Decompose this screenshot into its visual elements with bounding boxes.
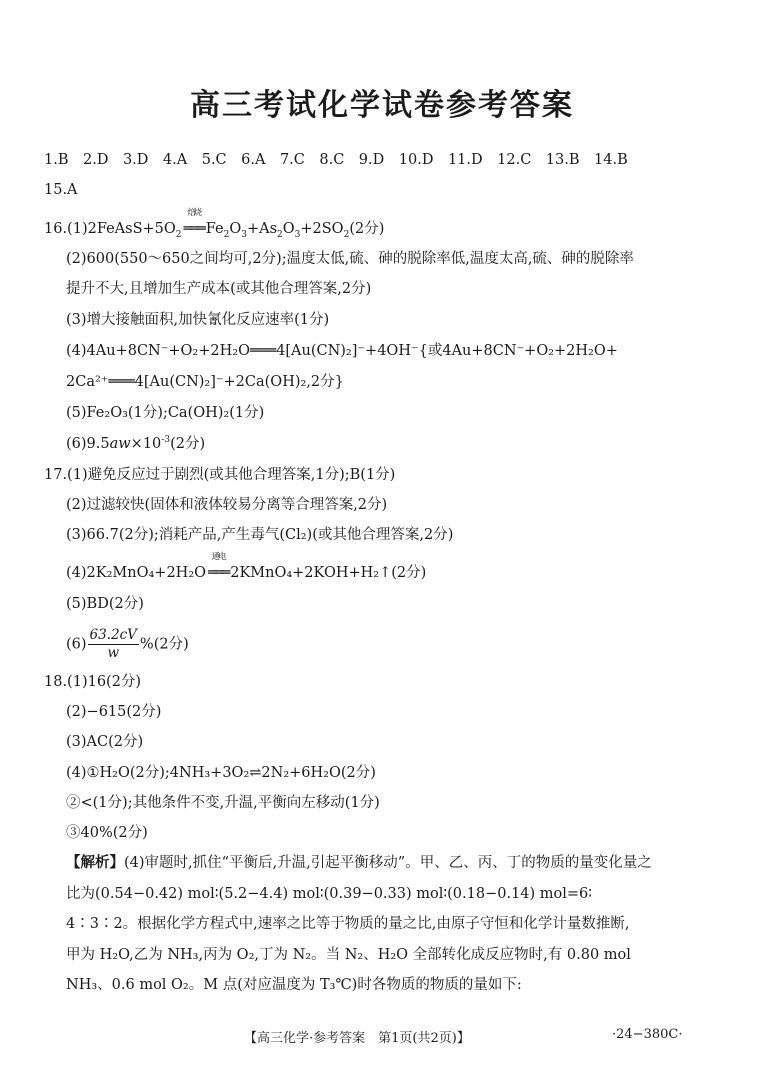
q17-part4: (4)2K₂MnO₄+2H₂O 通电 ═══ 2KMnO₄+2KOH+H₂↑(2分) [66, 552, 427, 581]
q17-part2: (2)过滤较快(固体和液体较易分离等合理答案,2分) [66, 497, 388, 513]
q16-part2-cont: 提升不大,且增加生产成本(或其他合理答案,2分) [66, 281, 372, 297]
q17-part3: (3)66.7(2分);消耗产品,产生毒气(Cl₂)(或其他合理答案,2分) [66, 527, 454, 543]
choice-answers-row1: 1.B 2.D 3.D 4.A 5.C 6.A 7.C 8.C 9.D 10.D 11.D 12.C 13.B 14.B [44, 152, 628, 168]
q16-part3: (3)增大接触面积,加快氰化反应速率(1分) [66, 312, 330, 328]
q17-part5: (5)BD(2分) [66, 596, 144, 612]
q17-part6: (6) $\frac{63.2cV}{w}$ %(2分) [66, 627, 189, 661]
analysis-label: 【解析】 [66, 855, 124, 871]
q18-analysis-line3: 4∶3∶2。根据化学方程式中,速率之比等于物质的量之比,由原子守恒和化学计量数推断, [66, 916, 630, 932]
choice-answers-row2: 15.A [44, 182, 78, 198]
q18-part3: (3)AC(2分) [66, 734, 144, 750]
q16-part4: (4)4Au+8CN⁻+O₂+2H₂O═══4[Au(CN)₂]⁻+4OH⁻{或4Au+8CN⁻+O₂+2H₂O+ [66, 343, 618, 359]
q17-part1: 17.(1)避免反应过于剧烈(或其他合理答案,1分);B(1分) [44, 467, 396, 483]
q16-part5: (5)Fe₂O₃(1分);Ca(OH)₂(1分) [66, 405, 265, 421]
electrolysis-arrow: 通电 ═══ [208, 552, 229, 581]
reaction-arrow: 焙烧 ═══ [183, 208, 204, 237]
q16-part4-cont: 2Ca²⁺═══4[Au(CN)₂]⁻+2Ca(OH)₂,2分} [66, 374, 344, 390]
q18-analysis-line4: 甲为 H₂O,乙为 NH₃,丙为 O₂,丁为 N₂。当 N₂、H₂O 全部转化成反应物时,有 0.80 mol [66, 947, 631, 963]
q18-part4: (4)①H₂O(2分);4NH₃+3O₂⇌2N₂+6H₂O(2分) [66, 765, 376, 781]
q18-part4-ii: ②<(1分);其他条件不变,升温,平衡向左移动(1分) [66, 795, 380, 811]
q18-part2: (2)−615(2分) [66, 704, 162, 720]
footer-page-info: 【高三化学·参考答案 第1页(共2页)】 [244, 1031, 470, 1046]
footer-code: ·24−380C· [612, 1027, 683, 1042]
q18-part1: 18.(1)16(2分) [44, 674, 142, 690]
q18-part4-iii: ③40%(2分) [66, 825, 148, 841]
q16-part6: $(6)9.5aw\times 10^{-3}(2$分) [66, 435, 206, 452]
q18-analysis-line2: 比为(0.54−0.42) mol∶(5.2−4.4) mol∶(0.39−0.33) mol∶(0.18−0.14) mol=6∶ [66, 886, 593, 902]
q18-analysis-line5: NH₃、0.6 mol O₂。M 点(对应温度为 T₃℃)时各物质的物质的量如下: [66, 977, 522, 993]
page-title: 高三考试化学试卷参考答案 [190, 88, 574, 123]
q18-analysis-line1: 【解析】(4)审题时,抓住“平衡后,升温,引起平衡移动”。甲、乙、丙、丁的物质的量变化量之 [66, 855, 652, 871]
q16-part2: (2)600(550～650之间均可,2分);温度太低,硫、砷的脱除率低,温度太高,硫、砷的脱除率 [66, 251, 634, 267]
fraction: $\frac{63.2cV}{w}$ [89, 627, 137, 661]
q16-part1: $16.(1)2FeAsS+5O_2$ 焙烧 ═══ $Fe_2O_3+As_2O_3+2SO_2(2$分) [44, 208, 385, 240]
